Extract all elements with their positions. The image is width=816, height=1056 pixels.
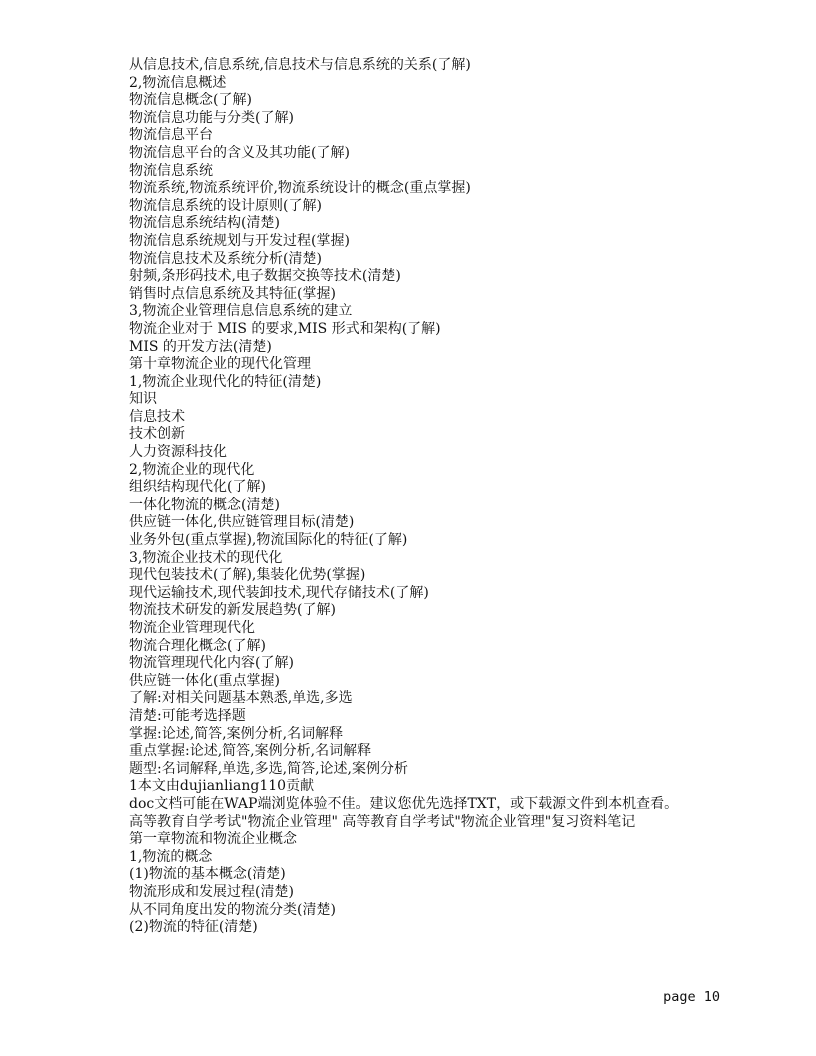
- text-line: 物流信息系统结构(清楚): [129, 215, 280, 232]
- text-line: 第十章物流企业的现代化管理: [129, 356, 311, 373]
- text-line: 了解:对相关问题基本熟悉,单选,多选: [129, 690, 353, 707]
- text-line: 信息技术: [129, 408, 185, 425]
- text-line: 物流技术研发的新发展趋势(了解): [129, 602, 336, 619]
- text-line: 掌握:论述,简答,案例分析,名词解释: [129, 725, 344, 742]
- text-line: 物流形成和发展过程(清楚): [129, 883, 294, 900]
- text-line: 物流信息系统规划与开发过程(掌握): [129, 232, 350, 249]
- page-content: [97, 57, 727, 937]
- text-line: 技术创新: [129, 426, 185, 443]
- text-line: 物流信息系统: [129, 162, 213, 179]
- text-line: 1本文由dujianliang110贡献: [129, 778, 315, 795]
- text-line: 物流信息技术及系统分析(清楚): [129, 250, 322, 267]
- text-line: 组织结构现代化(了解): [129, 479, 266, 496]
- text-line: 物流管理现代化内容(了解): [129, 655, 294, 672]
- text-line: 物流信息平台的含义及其功能(了解): [129, 144, 350, 161]
- text-line: 销售时点信息系统及其特征(掌握): [129, 285, 336, 302]
- text-line: 业务外包(重点掌握),物流国际化的特征(了解): [129, 532, 408, 549]
- text-line: 物流信息系统的设计原则(了解): [129, 197, 322, 214]
- text-line: 物流信息概念(了解): [129, 92, 252, 109]
- text-line: 物流合理化概念(了解): [129, 637, 266, 654]
- text-line: 题型:名词解释,单选,多选,简答,论述,案例分析: [129, 760, 408, 777]
- text-line: 第一章物流和物流企业概念: [129, 831, 297, 848]
- text-line: MIS 的开发方法(清楚): [129, 338, 272, 355]
- text-line: 现代运输技术,现代装卸技术,现代存储技术(了解): [129, 584, 429, 601]
- text-block-bottom: [97, 831, 727, 937]
- text-line: 1,物流企业现代化的特征(清楚): [129, 373, 322, 390]
- text-line: (2)物流的特征(清楚): [129, 919, 258, 936]
- text-block-paragraphs: [97, 796, 727, 831]
- text-line: 物流企业管理现代化: [129, 620, 255, 636]
- paragraph: doc文档可能在WAP端浏览体验不佳。建议您优先选择TXT，或下载源文件到本机查看。: [129, 795, 679, 812]
- text-line: 3,物流企业技术的现代化: [129, 549, 283, 566]
- text-line: 人力资源科技化: [129, 444, 227, 461]
- text-line: 物流信息功能与分类(了解): [129, 109, 294, 126]
- text-line: 知识: [129, 391, 157, 408]
- text-line: 从信息技术,信息系统,信息技术与信息系统的关系(了解): [129, 57, 471, 73]
- text-line: 供应链一体化(重点掌握): [129, 672, 280, 689]
- paragraph: 高等教育自学考试"物流企业管理" 高等教育自学考试"物流企业管理"复习资料笔记: [129, 813, 636, 830]
- text-line: 射频,条形码技术,电子数据交换等技术(清楚): [129, 268, 401, 285]
- text-line: 一体化物流的概念(清楚): [129, 496, 280, 513]
- text-line: 物流企业对于 MIS 的要求,MIS 形式和架构(了解): [129, 320, 441, 337]
- text-line: (1)物流的基本概念(清楚): [129, 866, 286, 883]
- text-line: 物流系统,物流系统评价,物流系统设计的概念(重点掌握): [129, 180, 471, 197]
- text-line: 清楚:可能考选择题: [129, 707, 246, 724]
- page-number: page 10: [663, 989, 720, 1005]
- text-line: 从不同角度出发的物流分类(清楚): [129, 901, 336, 918]
- text-block-top: [97, 57, 727, 796]
- text-line: 1,物流的概念: [129, 848, 213, 865]
- text-line: 2,物流企业的现代化: [129, 461, 255, 478]
- text-line: 现代包装技术(了解),集装化优势(掌握): [129, 567, 366, 584]
- text-line: 物流信息平台: [129, 127, 213, 144]
- text-line: 重点掌握:论述,简答,案例分析,名词解释: [129, 743, 372, 760]
- text-line: 供应链一体化,供应链管理目标(清楚): [129, 514, 355, 531]
- text-line: 2,物流信息概述: [129, 74, 227, 91]
- text-line: 3,物流企业管理信息信息系统的建立: [129, 303, 353, 320]
